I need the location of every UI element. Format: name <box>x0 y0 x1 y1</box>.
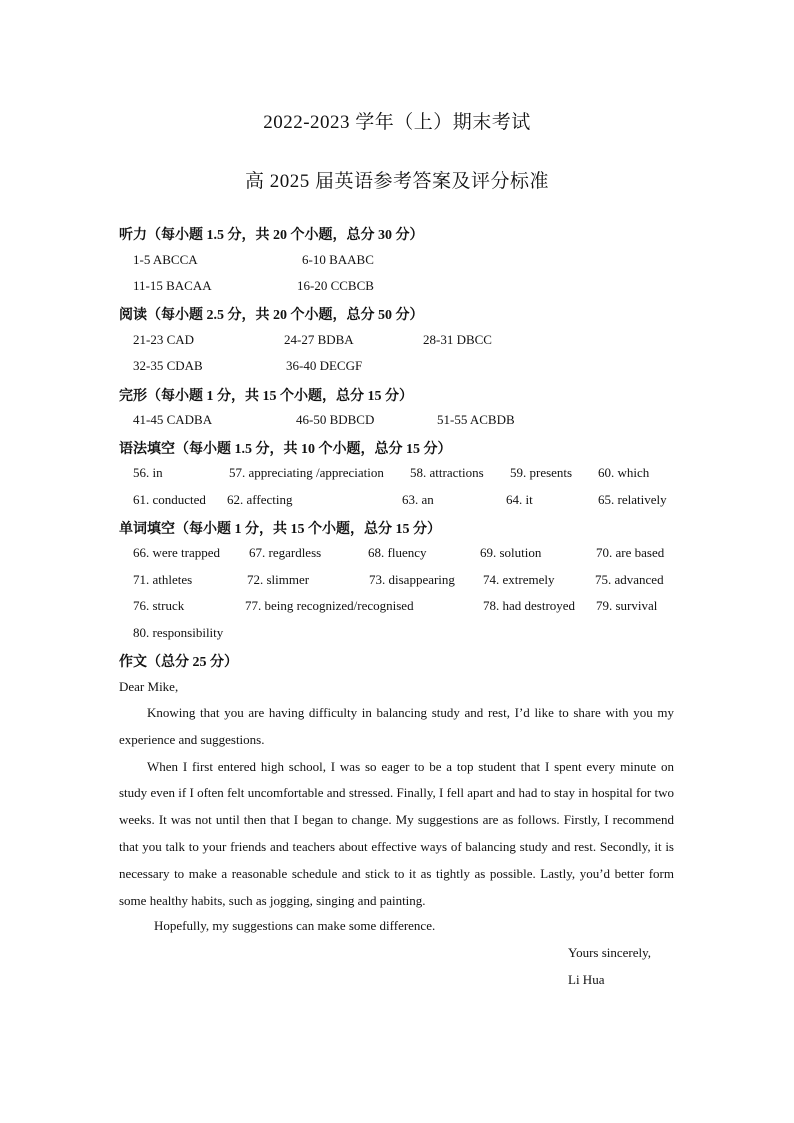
answer-item: 65. relatively <box>598 492 667 507</box>
answer-item: 63. an <box>402 492 434 507</box>
letter-body <box>119 700 674 914</box>
answer-item: 1-5 ABCCA <box>133 252 198 267</box>
answer-item: 6-10 BAABC <box>302 252 374 267</box>
answer-item: 66. were trapped <box>133 545 220 560</box>
letter-paragraph: Hopefully, my suggestions can make some difference. <box>154 918 436 933</box>
grammar-heading: 语法填空（每小题 1.5 分，共 10 个小题，总分 15 分） <box>119 442 452 457</box>
answer-item: 57. appreciating /appreciation <box>229 465 384 480</box>
letter-paragraph: When I first entered high school, I was so eager to be a top student that I spent every minute on study even if I often felt uncomfortable and stressed. Finally, I fell apart and had to stay in hospital for two weeks. It was not until then that I began to change. My suggestions are as follows. Firstly, I recommend that you talk to your friends and teachers about effective ways of balancing study and rest. Secondly, it is necessary to make a reasonable schedule and stick to it as tightly as possible. Lastly, you’d better form some healthy habits, such as jogging, singing and painting. <box>119 758 674 908</box>
answer-item: 61. conducted <box>133 492 206 507</box>
answer-item: 77. being recognized/recognised <box>245 598 414 613</box>
writing-heading: 作文（总分 25 分） <box>119 655 238 670</box>
answer-item: 32-35 CDAB <box>133 358 203 373</box>
answer-item: 75. advanced <box>595 572 664 587</box>
listening-heading: 听力（每小题 1.5 分，共 20 个小题，总分 30 分） <box>119 228 424 243</box>
answer-item: 79. survival <box>596 598 658 613</box>
answer-item: 24-27 BDBA <box>284 332 354 347</box>
answer-item: 11-15 BACAA <box>133 278 212 293</box>
answer-item: 69. solution <box>480 545 542 560</box>
answer-item: 72. slimmer <box>247 572 310 587</box>
answer-item: 60. which <box>598 465 650 480</box>
answer-item: 41-45 CADBA <box>133 412 213 427</box>
answer-item: 80. responsibility <box>133 625 224 640</box>
answer-item: 78. had destroyed <box>483 598 576 613</box>
letter-closing: Yours sincerely, <box>568 945 652 960</box>
answer-item: 68. fluency <box>368 545 427 560</box>
answer-item: 16-20 CCBCB <box>297 278 374 293</box>
answer-item: 62. affecting <box>227 492 293 507</box>
answer-item: 51-55 ACBDB <box>437 412 515 427</box>
answer-item: 36-40 DECGF <box>286 358 363 373</box>
letter-salutation: Dear Mike, <box>119 679 179 694</box>
answer-item: 56. in <box>133 465 163 480</box>
letter-signature: Li Hua <box>568 972 605 987</box>
answer-key-title: 高 2025 届英语参考答案及评分标准 <box>244 171 549 192</box>
cloze-heading: 完形（每小题 1 分，共 15 个小题，总分 15 分） <box>119 389 413 404</box>
answer-item: 59. presents <box>510 465 573 480</box>
answer-item: 70. are based <box>596 545 665 560</box>
answer-item: 46-50 BDBCD <box>296 412 375 427</box>
answer-item: 58. attractions <box>410 465 484 480</box>
answer-item: 28-31 DBCC <box>423 332 492 347</box>
letter-paragraph: Knowing that you are having difficulty in balancing study and rest, I’d like to share with you my experience and suggestions. <box>119 705 674 747</box>
answer-item: 64. it <box>506 492 533 507</box>
answer-item: 71. athletes <box>133 572 193 587</box>
exam-title: 2022-2023 学年（上）期末考试 <box>263 112 531 133</box>
words-heading: 单词填空（每小题 1 分，共 15 个小题，总分 15 分） <box>119 522 441 537</box>
answer-item: 21-23 CAD <box>133 332 195 347</box>
answer-item: 67. regardless <box>249 545 322 560</box>
reading-heading: 阅读（每小题 2.5 分，共 20 个小题，总分 50 分） <box>119 308 424 323</box>
answer-item: 73. disappearing <box>369 572 455 587</box>
answer-item: 76. struck <box>133 598 185 613</box>
answer-item: 74. extremely <box>483 572 555 587</box>
